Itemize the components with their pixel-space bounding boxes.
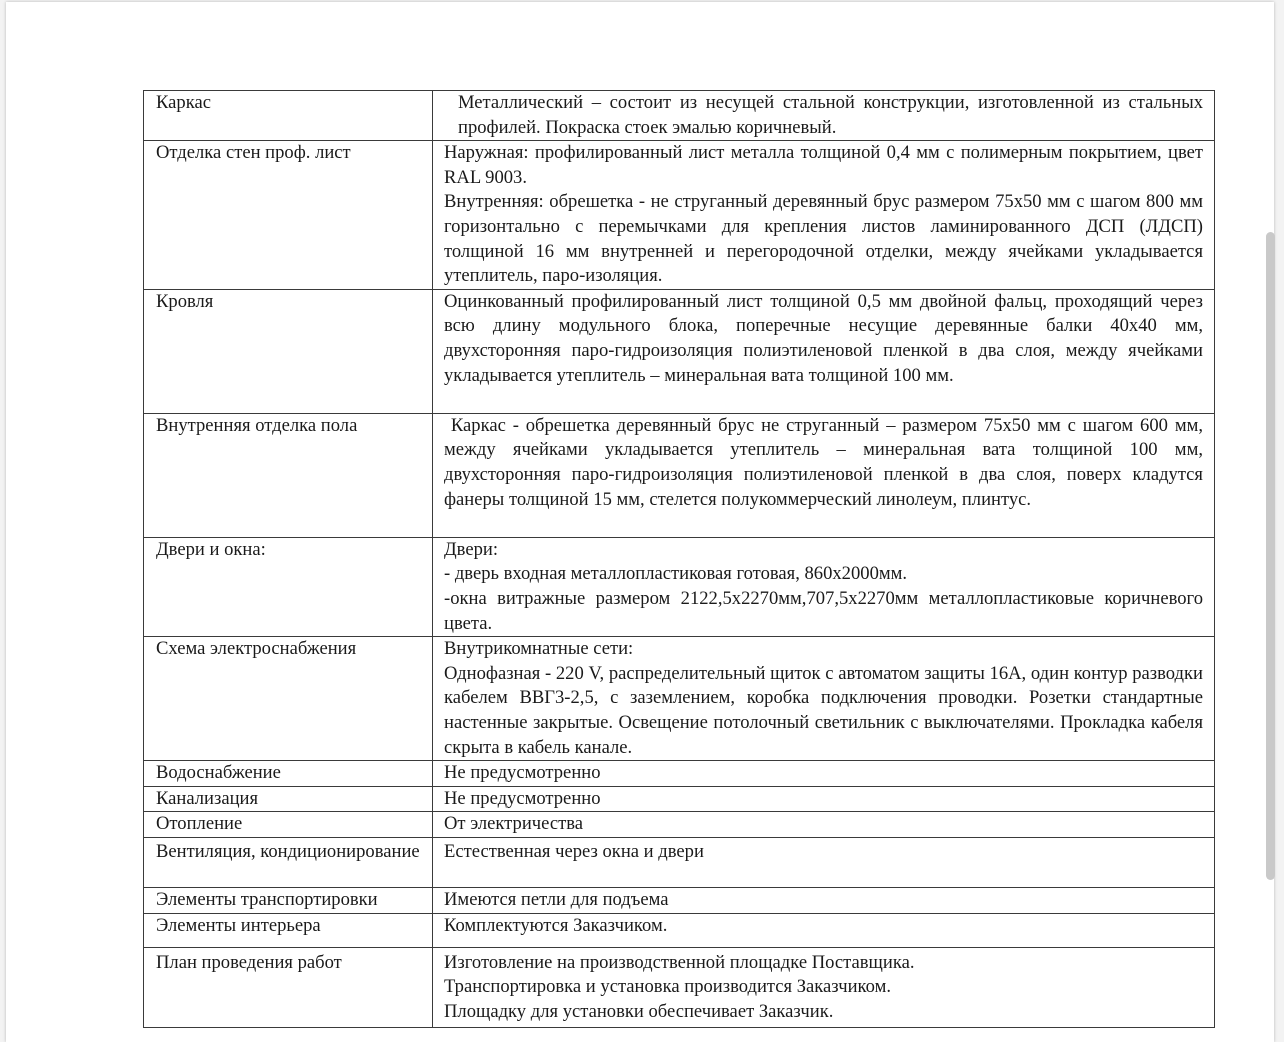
row-value xyxy=(433,947,1215,1027)
row-label: Канализация xyxy=(144,786,433,812)
row-label: Отопление xyxy=(144,812,433,838)
row-label: Элементы транспортировки xyxy=(144,888,433,914)
row-label: Вентиляция, кондиционирование xyxy=(144,838,433,888)
table-row xyxy=(144,91,1215,141)
row-value-line: Площадку для установки обеспечивает Заказчик. xyxy=(444,1001,834,1023)
row-value-line: - дверь входная металлопластиковая готовая, 860х2000мм. xyxy=(444,563,908,585)
table-row xyxy=(144,537,1215,636)
table-row xyxy=(144,812,1215,838)
row-value-line: Не предусмотренно xyxy=(444,787,601,809)
vertical-scrollbar[interactable] xyxy=(1266,232,1275,880)
row-value-line: Однофазная - 220 V, распределительный щиток с автоматом защиты 16А, один контур разводки кабелем ВВГ3-2,5, с заземлением, коробка подключения проводки. Розетки стандартные настенные закрытые. Освещение потолочный светильник с выключателями. Прокладка кабеля скрыта в кабель канале. xyxy=(444,662,1203,758)
table-row xyxy=(144,947,1215,1027)
table-row xyxy=(144,761,1215,787)
row-label: Отделка стен проф. лист xyxy=(144,141,433,290)
row-value-line: Каркас - обрешетка деревянный брус не струганный – размером 75х50 мм с шагом 600 мм, между ячейками укладывается утеплитель – минеральная вата толщиной 100 мм, двухсторонняя паро-гидроизоляция полиэтиленовой пленкой в два слоя, поверх кладутся фанеры толщиной 15 мм, стелется полукоммерческий линолеум, плинтус. xyxy=(444,414,1208,510)
table-row xyxy=(144,289,1215,413)
row-value xyxy=(433,637,1215,761)
row-value-line: Внутрикомнатные сети: xyxy=(444,638,634,660)
row-value xyxy=(433,289,1215,413)
row-value xyxy=(433,812,1215,838)
table-row xyxy=(144,141,1215,290)
table-row xyxy=(144,413,1215,537)
row-value xyxy=(433,413,1215,537)
row-value-line: Изготовление на производственной площадке Поставщика. xyxy=(444,951,915,973)
row-value xyxy=(433,141,1215,290)
row-value-line: Двери: xyxy=(444,538,499,560)
row-label: Каркас xyxy=(144,91,433,141)
row-value xyxy=(433,838,1215,888)
row-label: Кровля xyxy=(144,289,433,413)
row-value-line: Металлический – состоит из несущей стальной конструкции, изготовленной из стальных профилей. Покраска стоек эмалью коричневый. xyxy=(458,92,1203,138)
table-row xyxy=(144,838,1215,888)
table-row xyxy=(144,888,1215,914)
row-value-line: Естественная через окна и двери xyxy=(444,841,704,863)
row-value xyxy=(433,888,1215,914)
table-row xyxy=(144,637,1215,761)
row-value-line: Не предусмотренно xyxy=(444,762,601,784)
specification-table xyxy=(143,90,1215,1028)
row-value xyxy=(433,537,1215,636)
row-value-line: Имеются петли для подъема xyxy=(444,889,669,911)
row-value-line: Оцинкованный профилированный лист толщиной 0,5 мм двойной фальц, проходящий через всю длину модульного блока, поперечные несущие деревянные балки 40х40 мм, двухсторонняя паро-гидроизоляция полиэтиленовой пленкой в два слоя, между ячейками укладывается утеплитель – минеральная вата толщиной 100 мм. xyxy=(444,290,1203,386)
row-value-line: От электричества xyxy=(444,813,583,835)
row-value xyxy=(433,91,1215,141)
row-label: План проведения работ xyxy=(144,947,433,1027)
row-value xyxy=(433,913,1215,947)
row-value-line: Транспортировка и установка производится Заказчиком. xyxy=(444,976,892,998)
row-value-line: Наружная: профилированный лист металла толщиной 0,4 мм с полимерным покрытием, цвет RAL 9003. xyxy=(444,142,1203,188)
row-label: Элементы интерьера xyxy=(144,913,433,947)
row-value-line: Внутренняя: обрешетка - не струганный деревянный брус размером 75х50 мм с шагом 800 мм горизонтально с перемычками для крепления листов ламинированного ДСП (ЛДСП) толщиной 16 мм внутренней и перегородочной отделки, между ячейками укладывается утеплитель, паро-изоляция. xyxy=(444,191,1203,287)
row-label: Внутренняя отделка пола xyxy=(144,413,433,537)
row-value-line: -окна витражные размером 2122,5х2270мм,707,5х2270мм металлопластиковые коричневого цвета. xyxy=(444,587,1203,634)
row-value-line: Комплектуются Заказчиком. xyxy=(444,914,668,936)
row-value xyxy=(433,786,1215,812)
row-value xyxy=(433,761,1215,787)
table-row xyxy=(144,786,1215,812)
row-label: Схема электроснабжения xyxy=(144,637,433,761)
table-row xyxy=(144,913,1215,947)
row-label: Двери и окна: xyxy=(144,537,433,636)
row-label: Водоснабжение xyxy=(144,761,433,787)
